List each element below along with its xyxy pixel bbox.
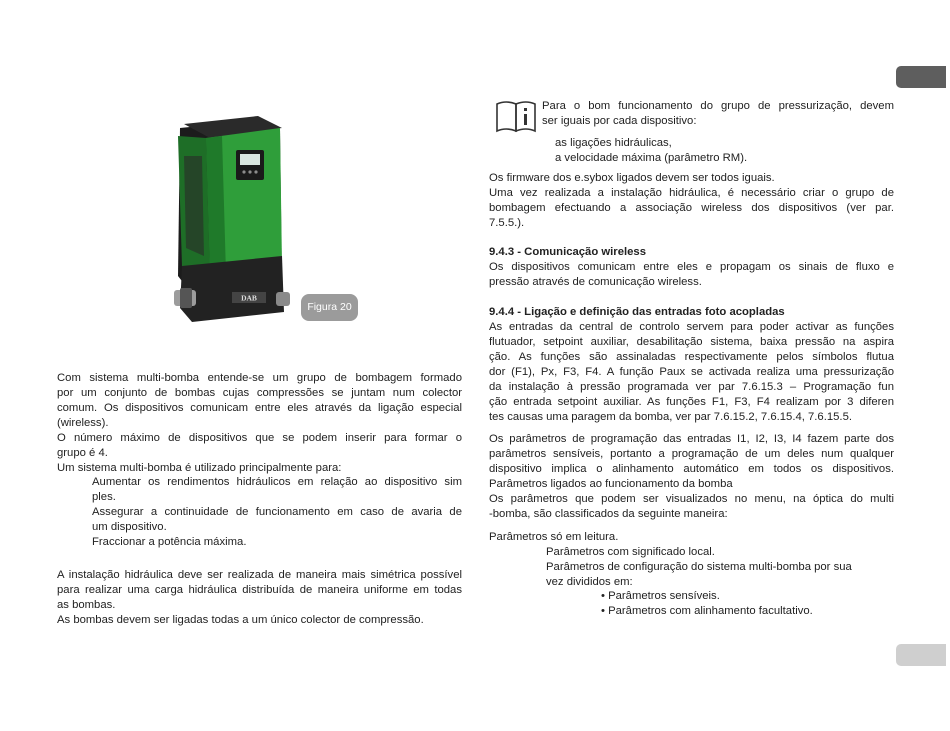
text-line: ção entrada setpoint auxiliar. As funções F1, F3, F4 realizam por 3 diferen xyxy=(489,396,894,408)
text-line: Os parâmetros de programação das entradas I1, I2, I3, I4 fazem parte dos xyxy=(489,433,894,445)
list-item: as ligações hidráulicas, xyxy=(555,137,672,149)
text-line: Um sistema multi-bomba é utilizado principalmente para: xyxy=(57,462,342,474)
book-info-icon xyxy=(495,99,537,133)
text-line: Os dispositivos comunicam entre eles e propagam os sinais de fluxo e xyxy=(489,261,894,273)
text-line: As bombas devem ser ligadas todas a um único colector de compressão. xyxy=(57,614,424,626)
left-paragraph-2 xyxy=(57,568,462,628)
list-item: Aumentar os rendimentos hidráulicos em relação ao dispositivo sim xyxy=(92,476,462,488)
text-line: por um conjunto de bombas cujas compressões se juntam num colector xyxy=(57,387,462,399)
text-line: ser iguais por cada dispositivo: xyxy=(542,115,697,127)
text-line: Os firmware dos e.sybox ligados devem ser todos iguais. xyxy=(489,172,775,184)
text-line: parâmetros sensíveis, portanto a programação de um deles num qualquer xyxy=(489,448,894,460)
page-tab xyxy=(896,644,946,666)
section-9-4-3 xyxy=(489,245,894,290)
text-line: para realizar uma carga hidráulica distribuída de maneira uniforme em todas xyxy=(57,584,462,596)
list-item: ples. xyxy=(92,491,116,503)
list-item: • Parâmetros com alinhamento facultativo. xyxy=(601,605,813,617)
params-level-2 xyxy=(601,589,891,619)
text-line: vez divididos em: xyxy=(546,576,633,588)
left-paragraph-1 xyxy=(57,371,462,476)
pump-illustration xyxy=(170,116,292,326)
text-line: 7.5.5.). xyxy=(489,217,525,229)
figure-label: Figura 20 xyxy=(301,294,358,321)
text-line: Parâmetros com significado local. xyxy=(546,546,715,558)
note-text xyxy=(542,99,894,129)
text-line: (wireless). xyxy=(57,417,109,429)
list-item: a velocidade máxima (parâmetro RM). xyxy=(555,152,748,164)
text-line: tes causas uma paragem da bomba, ver par 7.6.15.2, 7.6.15.4, 7.6.15.5. xyxy=(489,411,852,423)
left-list xyxy=(92,475,462,550)
text-line: pressão através de comunicação wireless. xyxy=(489,276,702,288)
text-line: flutuador, setpoint auxiliar, desabilitação sistema, baixa pressão na aspira xyxy=(489,336,894,348)
text-line: dor (F1), Px, F3, F4. A função Paux se activada realiza uma pressurização xyxy=(489,366,894,378)
text-line: comum. Os dispositivos comunicam entre eles através da ligação especial xyxy=(57,402,462,414)
right-paragraph-1 xyxy=(489,171,894,231)
text-line: As entradas da central de controlo servem para poder activar as funções xyxy=(489,321,894,333)
list-item: Assegurar a continuidade de funcionamento em caso de avaria de xyxy=(92,506,462,518)
text-line: Parâmetros só em leitura. xyxy=(489,531,619,543)
text-line: da instalação à pressão programada ver par 7.6.15.3 – Programação fun xyxy=(489,381,894,393)
text-line: Parâmetros ligados ao funcionamento da bomba xyxy=(489,478,733,490)
right-paragraph-2 xyxy=(489,432,894,522)
text-line: O número máximo de dispositivos que se podem inserir para formar o xyxy=(57,432,462,444)
text-line: A instalação hidráulica deve ser realizada de maneira mais simétrica possível xyxy=(57,569,462,581)
text-line: -bomba, são classificados da seguinte maneira: xyxy=(489,508,728,520)
brand-logo: DAB xyxy=(241,293,257,303)
text-line: as bombas. xyxy=(57,599,116,611)
note-items xyxy=(555,136,895,166)
text-line: Parâmetros de configuração do sistema multi-bomba por sua xyxy=(546,561,852,573)
text-line: Com sistema multi-bomba entende-se um grupo de bombagem formado xyxy=(57,372,462,384)
text-line: dispositivo implica o alinhamento automático em todos os dispositivos. xyxy=(489,463,894,475)
section-9-4-4 xyxy=(489,305,894,425)
text-line: Para o bom funcionamento do grupo de pressurização, devem xyxy=(542,100,894,112)
section-heading: 9.4.4 - Ligação e definição das entradas foto acopladas xyxy=(489,306,785,318)
list-item: um dispositivo. xyxy=(92,521,167,533)
list-item: Fraccionar a potência máxima. xyxy=(92,536,247,548)
params-title xyxy=(489,530,894,545)
list-item: • Parâmetros sensíveis. xyxy=(601,590,720,602)
text-line: Os parâmetros que podem ser visualizados no menu, na óptica do multi xyxy=(489,493,894,505)
text-line: grupo é 4. xyxy=(57,447,108,459)
language-tab xyxy=(896,66,946,88)
section-heading: 9.4.3 - Comunicação wireless xyxy=(489,246,646,258)
params-level-1 xyxy=(546,545,886,590)
text-line: Uma vez realizada a instalação hidráulica, é necessário criar o grupo de xyxy=(489,187,894,199)
text-line: bombagem efectuando a associação wireless dos dispositivos (ver par. xyxy=(489,202,894,214)
text-line: ção. As funções são assinaladas respectivamente pelos símbolos flutua xyxy=(489,351,894,363)
